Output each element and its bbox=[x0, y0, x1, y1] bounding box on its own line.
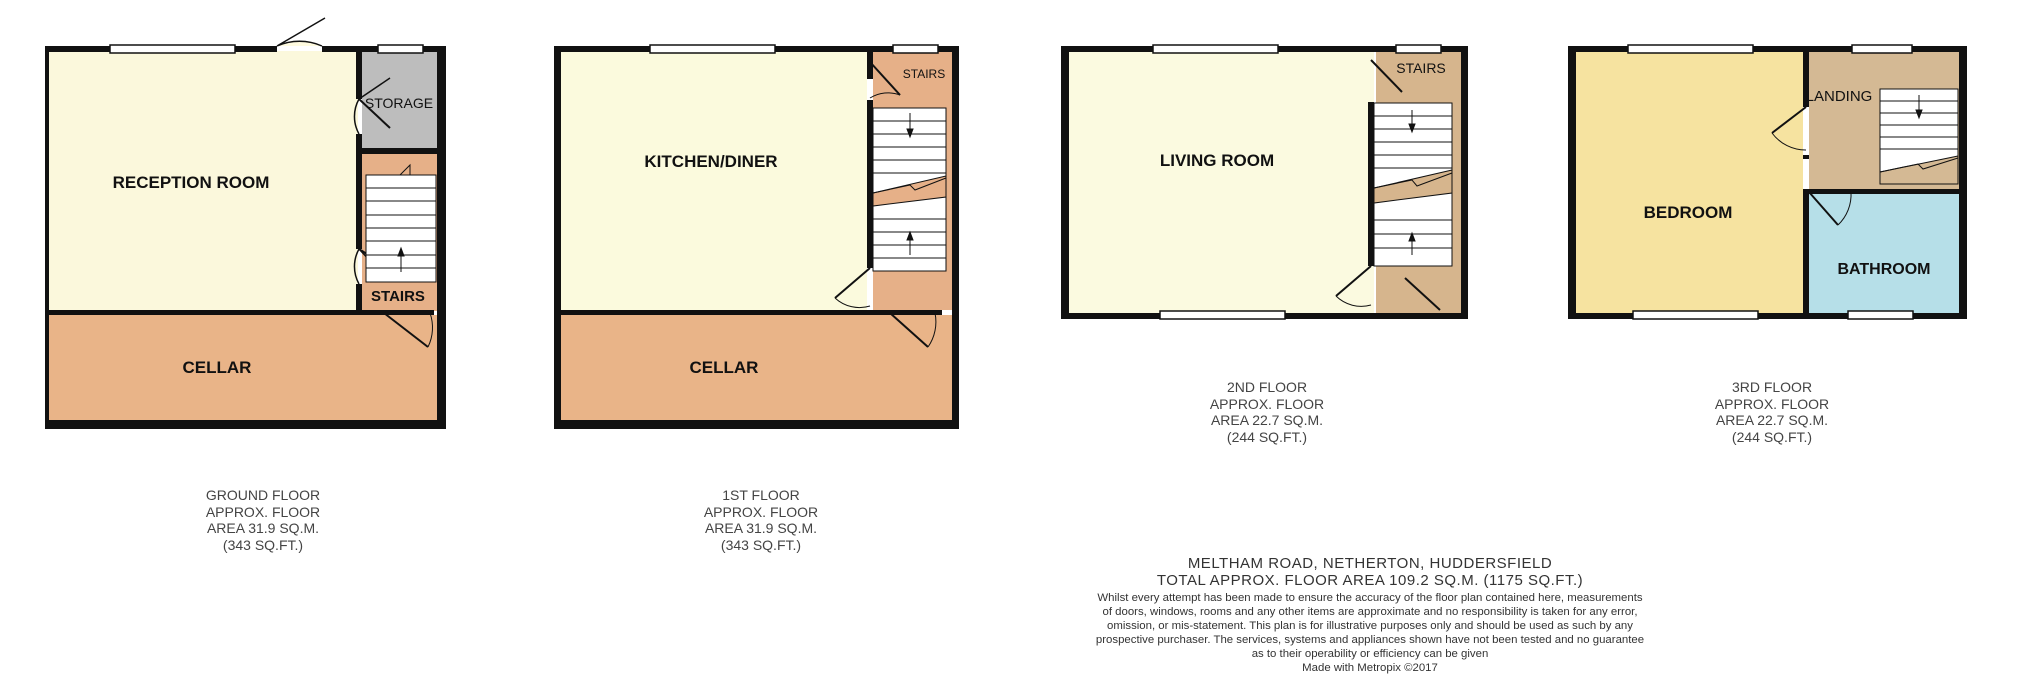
second-stair-treads bbox=[1374, 103, 1452, 266]
caption-line: (244 SQ.FT.) bbox=[1731, 428, 1813, 445]
label-landing: LANDING bbox=[1805, 88, 1873, 105]
second-window-rear bbox=[1160, 311, 1285, 319]
second-floor-caption bbox=[1167, 379, 1367, 445]
ground-stair-treads bbox=[366, 165, 436, 282]
first-window-stairs bbox=[893, 45, 938, 53]
label-kitchen-diner: KITCHEN/DINER bbox=[644, 152, 778, 171]
label-storage: STORAGE bbox=[364, 95, 434, 111]
caption-line: AREA 31.9 SQ.M. bbox=[704, 520, 818, 536]
caption-line: (244 SQ.FT.) bbox=[1226, 428, 1308, 445]
label-bathroom: BATHROOM bbox=[1837, 261, 1931, 278]
caption-line: 2ND FLOOR bbox=[1226, 379, 1308, 395]
caption-line: APPROX. FLOOR bbox=[1209, 395, 1325, 412]
first-stair-treads bbox=[873, 108, 946, 271]
property-summary bbox=[1060, 555, 1680, 675]
ground-floor-caption bbox=[163, 487, 363, 553]
label-reception-room: RECEPTION ROOM bbox=[112, 173, 270, 192]
caption-line: 3RD FLOOR bbox=[1731, 379, 1813, 395]
bedroom-area bbox=[1576, 51, 1803, 315]
caption-line: APPROX. FLOOR bbox=[1714, 395, 1830, 412]
third-stair-treads bbox=[1880, 89, 1958, 184]
ground-window-front bbox=[110, 45, 235, 53]
label-ground-cellar: CELLAR bbox=[182, 358, 252, 377]
label-first-stairs: STAIRS bbox=[902, 67, 946, 81]
label-ground-stairs: STAIRS bbox=[371, 288, 425, 305]
kitchen-diner-area bbox=[561, 51, 867, 310]
disclaimer-line: of doors, windows, rooms and any other items are approximate and no responsibility is taken for any error, bbox=[1102, 606, 1638, 618]
third-window-bathroom-rear bbox=[1848, 311, 1913, 319]
third-window-front bbox=[1628, 45, 1753, 53]
disclaimer bbox=[1060, 591, 1680, 675]
label-living-room: LIVING ROOM bbox=[1159, 151, 1275, 170]
caption-line: (343 SQ.FT.) bbox=[720, 536, 802, 553]
disclaimer-line: prospective purchaser. The services, systems and appliances shown have not been tested and no guarantee bbox=[1095, 634, 1645, 646]
second-window-stairs bbox=[1396, 45, 1441, 53]
disclaimer-line: omission, or mis-statement. This plan is for illustrative purposes only and should be used as such by any bbox=[1107, 620, 1633, 632]
living-room-area bbox=[1069, 51, 1374, 315]
caption-line: (343 SQ.FT.) bbox=[222, 536, 304, 553]
property-address: MELTHAM ROAD, NETHERTON, HUDDERSFIELD bbox=[1187, 555, 1553, 572]
caption-line: AREA 22.7 SQ.M. bbox=[1210, 412, 1324, 428]
ground-window-storage bbox=[378, 45, 423, 53]
bathroom-area bbox=[1809, 194, 1959, 315]
label-bedroom: BEDROOM bbox=[1643, 203, 1733, 222]
second-window-front bbox=[1153, 45, 1278, 53]
caption-line: AREA 31.9 SQ.M. bbox=[206, 520, 320, 536]
caption-line: AREA 22.7 SQ.M. bbox=[1715, 412, 1829, 428]
label-first-cellar: CELLAR bbox=[689, 358, 759, 377]
caption-line: APPROX. FLOOR bbox=[205, 503, 321, 520]
caption-line: GROUND FLOOR bbox=[205, 487, 321, 503]
disclaimer-line: Whilst every attempt has been made to ensure the accuracy of the floor plan contained here, measurements bbox=[1097, 592, 1643, 604]
first-window-front bbox=[650, 45, 775, 53]
second-floor-plan bbox=[1061, 45, 1468, 319]
first-floor-caption bbox=[661, 487, 861, 553]
third-window-bedroom-rear bbox=[1633, 311, 1758, 319]
label-second-stairs: STAIRS bbox=[1396, 60, 1446, 76]
caption-line: APPROX. FLOOR bbox=[703, 503, 819, 520]
disclaimer-line: Made with Metropix ©2017 bbox=[1302, 662, 1438, 674]
third-floor-caption bbox=[1672, 379, 1872, 445]
third-window-landing bbox=[1852, 45, 1912, 53]
total-floor-area: TOTAL APPROX. FLOOR AREA 109.2 SQ.M. (1175 SQ.FT.) bbox=[1156, 572, 1584, 589]
ground-entrance-door bbox=[277, 18, 325, 46]
disclaimer-line: as to their operability or efficiency can be given bbox=[1251, 648, 1489, 660]
caption-line: 1ST FLOOR bbox=[722, 487, 800, 503]
